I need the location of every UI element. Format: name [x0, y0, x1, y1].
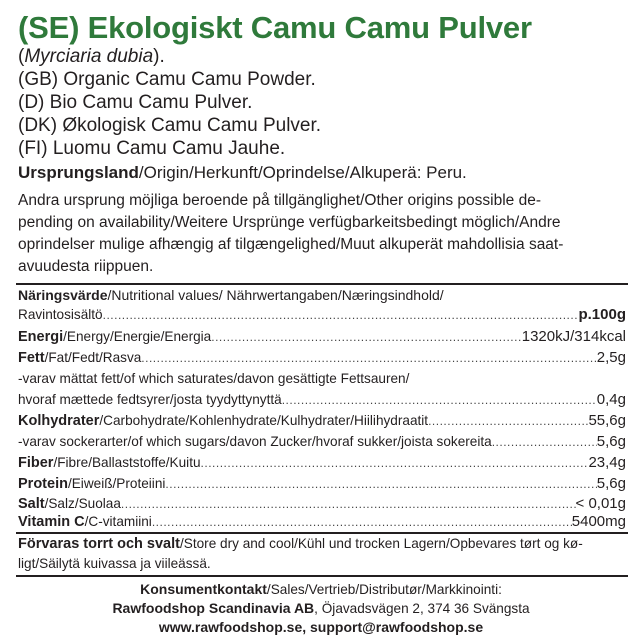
storage-text: /Store dry and cool/Kühl und trocken Lagern/Opbevares tørt og kø- — [179, 536, 583, 551]
leader-dots — [121, 497, 576, 511]
nutrient-text: hvoraf mættede fedtsyrer/josta tyydyttynyttä — [18, 392, 282, 407]
per-100g: p.100g — [578, 306, 626, 323]
nutrition-row-carbohydrate — [18, 412, 626, 433]
nutrient-value: 5400mg — [571, 513, 626, 530]
nutrient-label: Fett — [18, 350, 45, 366]
latin-open: ( — [18, 46, 25, 67]
nutrient-value: 5,6g — [596, 433, 626, 450]
nutrient-text: /Eiweiß/Proteiini — [67, 476, 166, 491]
nutrition-table — [16, 283, 628, 534]
availability-line: avuudesta riippuen. — [18, 258, 154, 275]
availability-line: Andra ursprung möjliga beroende på tillgänglighet/Other origins possible de- — [18, 192, 542, 209]
leader-dots — [141, 351, 597, 365]
storage-label: Förvaras torrt och svalt — [18, 536, 180, 552]
availability-line: pending on availability/Weitere Ursprünge verfügbarkeitsbedingt möglich/Andre — [18, 214, 561, 231]
leader-dots — [152, 515, 572, 529]
nutrient-value: 5,6g — [596, 475, 626, 492]
nutrient-value: < 0,01g — [575, 495, 626, 512]
leader-dots — [211, 330, 522, 344]
web-and-email: www.rawfoodshop.se, support@rawfoodshop.se — [158, 619, 484, 635]
name-dk: (DK) Økologisk Camu Camu Pulver. — [18, 115, 322, 136]
nutrition-row-per — [18, 306, 626, 327]
leader-dots — [201, 456, 589, 470]
name-d: (D) Bio Camu Camu Pulver. — [18, 92, 253, 113]
leader-dots — [165, 477, 596, 491]
nutrient-label: Fiber — [18, 455, 54, 471]
nutrition-header — [18, 285, 444, 306]
origin-line — [18, 163, 628, 183]
nutrient-value: 55,6g — [588, 412, 626, 429]
leader-dots — [428, 414, 588, 428]
nutrient-label: Kolhydrater — [18, 413, 100, 429]
latin-name: Myrciaria dubia — [24, 46, 154, 67]
nutrient-text: /C-vitamiini — [84, 514, 152, 529]
nutrient-text: /Energy/Energie/Energia — [63, 329, 212, 344]
nutrient-value: 0,4g — [596, 391, 626, 408]
nutrient-value: 2,5g — [596, 349, 626, 366]
nutrition-row-fibre — [18, 454, 626, 475]
nutrition-row-energy — [18, 328, 626, 349]
nutrition-row-vitamin-c — [18, 513, 626, 534]
leader-dots — [492, 435, 597, 449]
availability-line: oprindelser mulige afhængig af tilgængelighed/Muut alkuperät mahdollisia saat- — [18, 236, 564, 253]
nutrient-value: 23,4g — [588, 454, 626, 471]
leader-dots — [103, 308, 579, 322]
nutrient-label: Protein — [18, 476, 68, 492]
contact-text: /Sales/Vertrieb/Distributør/Markkinointi: — [266, 582, 502, 597]
saturates-line1: -varav mättat fett/of which saturates/davon gesättigte Fettsauren/ — [18, 371, 410, 386]
nutrient-value: 1320kJ/314kcal — [521, 328, 626, 345]
nutrition-header-label: Näringsvärde — [18, 287, 108, 303]
nutrient-text: /Salz/Suolaa — [44, 496, 121, 511]
storage-instructions — [18, 534, 628, 573]
nutrient-text: /Fibre/Ballaststoffe/Kuitu — [53, 455, 201, 470]
origin-text: /Origin/Herkunft/Oprindelse/Alkuperä: Peru. — [138, 163, 467, 182]
company-name: Rawfoodshop Scandinavia AB — [112, 600, 315, 616]
product-title: (SE) Ekologiskt Camu Camu Pulver — [18, 10, 532, 45]
origin-label: Ursprungsland — [18, 163, 139, 182]
nutrient-label: Salt — [18, 496, 45, 512]
company-address: , Öjavadsvägen 2, 374 36 Svängsta — [314, 601, 530, 616]
nutrient-label: Energi — [18, 329, 64, 345]
nutrition-header-line2: Ravintosisältö — [18, 307, 103, 322]
divider — [16, 575, 628, 577]
latin-close: ). — [153, 46, 165, 67]
nutrition-row-sugars — [18, 433, 626, 454]
nutrient-text: -varav sockerarter/of which sugars/davon Zucker/hvoraf sukker/joista sokereita — [18, 434, 492, 449]
name-gb: (GB) Organic Camu Camu Powder. — [18, 69, 316, 90]
name-fi: (FI) Luomu Camu Camu Jauhe. — [18, 138, 286, 159]
contact-label: Konsumentkontakt — [140, 581, 267, 597]
leader-dots — [282, 393, 597, 407]
nutrient-text: /Carbohydrate/Kohlenhydrate/Kulhydrater/Hiilihydraatit — [99, 413, 429, 428]
contact-block — [0, 580, 642, 637]
nutrient-label: Vitamin C — [18, 514, 85, 530]
nutrition-header-text: /Nutritional values/ Nährwertangaben/Næringsindhold/ — [107, 287, 444, 303]
product-names — [18, 45, 321, 160]
nutrition-row-saturates — [18, 391, 626, 412]
storage-line2: ligt/Säilytä kuivassa ja viileässä. — [18, 556, 211, 571]
nutrition-row-protein — [18, 475, 626, 496]
availability-note — [18, 190, 618, 278]
nutrient-text: /Fat/Fedt/Rasva — [44, 350, 142, 365]
nutrition-row-fat — [18, 349, 626, 370]
latin-name-line — [18, 45, 321, 68]
